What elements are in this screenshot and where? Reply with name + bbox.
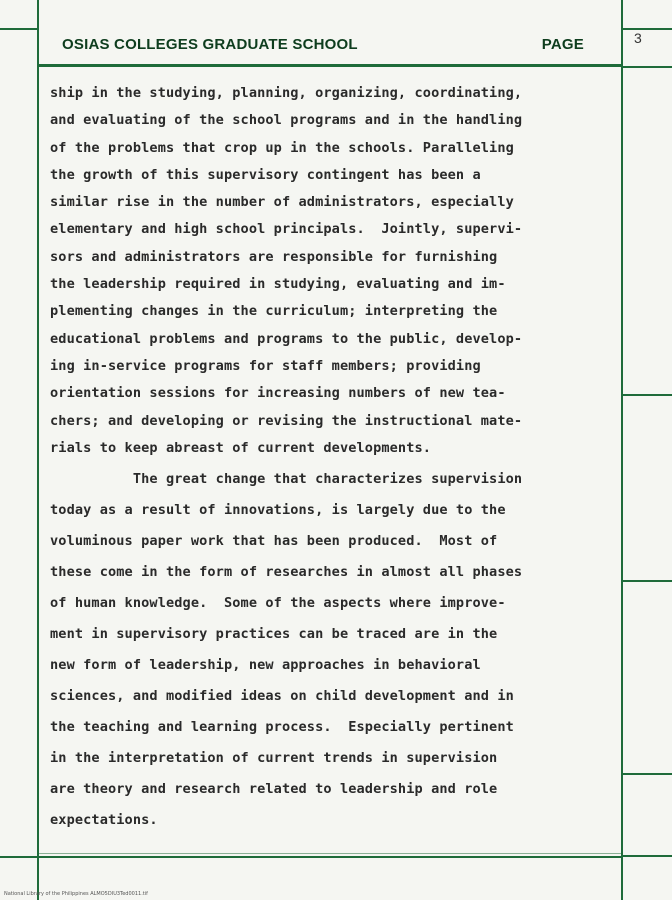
top-rule-left — [0, 28, 38, 30]
text-line: of human knowledge. Some of the aspects where improve- — [50, 595, 506, 612]
bottom-rule — [0, 856, 622, 858]
side-rule — [622, 580, 672, 582]
page-number: 3 — [634, 30, 642, 46]
text-line: similar rise in the number of administrators, especially — [50, 194, 514, 211]
text-line: the growth of this supervisory contingent has been a — [50, 166, 481, 183]
text-line: ship in the studying, planning, organizing, coordinating, — [50, 85, 523, 101]
text-line: rials to keep abreast of current developments. — [50, 439, 432, 456]
text-line: the teaching and learning process. Especially pertinent — [50, 719, 514, 736]
page-label: PAGE — [541, 36, 584, 53]
top-rule-right — [622, 28, 672, 30]
text-line: elementary and high school principals. Jointly, supervi- — [50, 221, 523, 238]
text-line: ing in-service programs for staff members; providing — [50, 357, 481, 374]
text-line: of the problems that crop up in the schools. Paralleling — [50, 139, 514, 156]
text-line: The great change that characterizes supervision — [50, 471, 523, 488]
side-rule — [622, 773, 672, 775]
right-margin-rule — [621, 0, 623, 900]
text-line: voluminous paper work that has been produced. Most of — [50, 533, 498, 550]
side-rule — [622, 855, 672, 857]
text-line: the leadership required in studying, evaluating and im- — [50, 276, 506, 293]
header-underline — [38, 64, 622, 67]
left-margin-rule — [37, 0, 39, 900]
body-text — [50, 80, 615, 836]
school-name: OSIAS COLLEGES GRADUATE SCHOOL — [62, 36, 358, 53]
bottom-rule-faint — [38, 853, 622, 854]
text-line: today as a result of innovations, is largely due to the — [50, 502, 506, 519]
text-line: sors and administrators are responsible for furnishing — [50, 248, 498, 265]
paragraph-2 — [50, 464, 615, 836]
text-line: chers; and developing or revising the instructional mate- — [50, 412, 523, 429]
page-header — [62, 36, 592, 56]
text-line: in the interpretation of current trends in supervision — [50, 750, 498, 767]
text-line: plementing changes in the curriculum; interpreting the — [50, 303, 498, 320]
text-line: are theory and research related to leadership and role — [50, 781, 498, 798]
paragraph-1 — [50, 80, 615, 462]
text-line: educational problems and programs to the public, develop- — [50, 330, 523, 347]
text-line: and evaluating of the school programs and in the handling — [50, 112, 523, 129]
side-rule — [622, 394, 672, 396]
text-line: ment in supervisory practices can be traced are in the — [50, 626, 498, 643]
scan-footer: National Library of the Philippines ALMO5DIU3Ted0011.tif — [4, 891, 148, 897]
text-line: these come in the form of researches in almost all phases — [50, 564, 523, 581]
text-line: expectations. — [50, 812, 158, 829]
text-line: sciences, and modified ideas on child development and in — [50, 688, 514, 705]
text-line: new form of leadership, new approaches in behavioral — [50, 657, 481, 674]
side-rule — [622, 66, 672, 68]
text-line: orientation sessions for increasing numbers of new tea- — [50, 385, 506, 402]
